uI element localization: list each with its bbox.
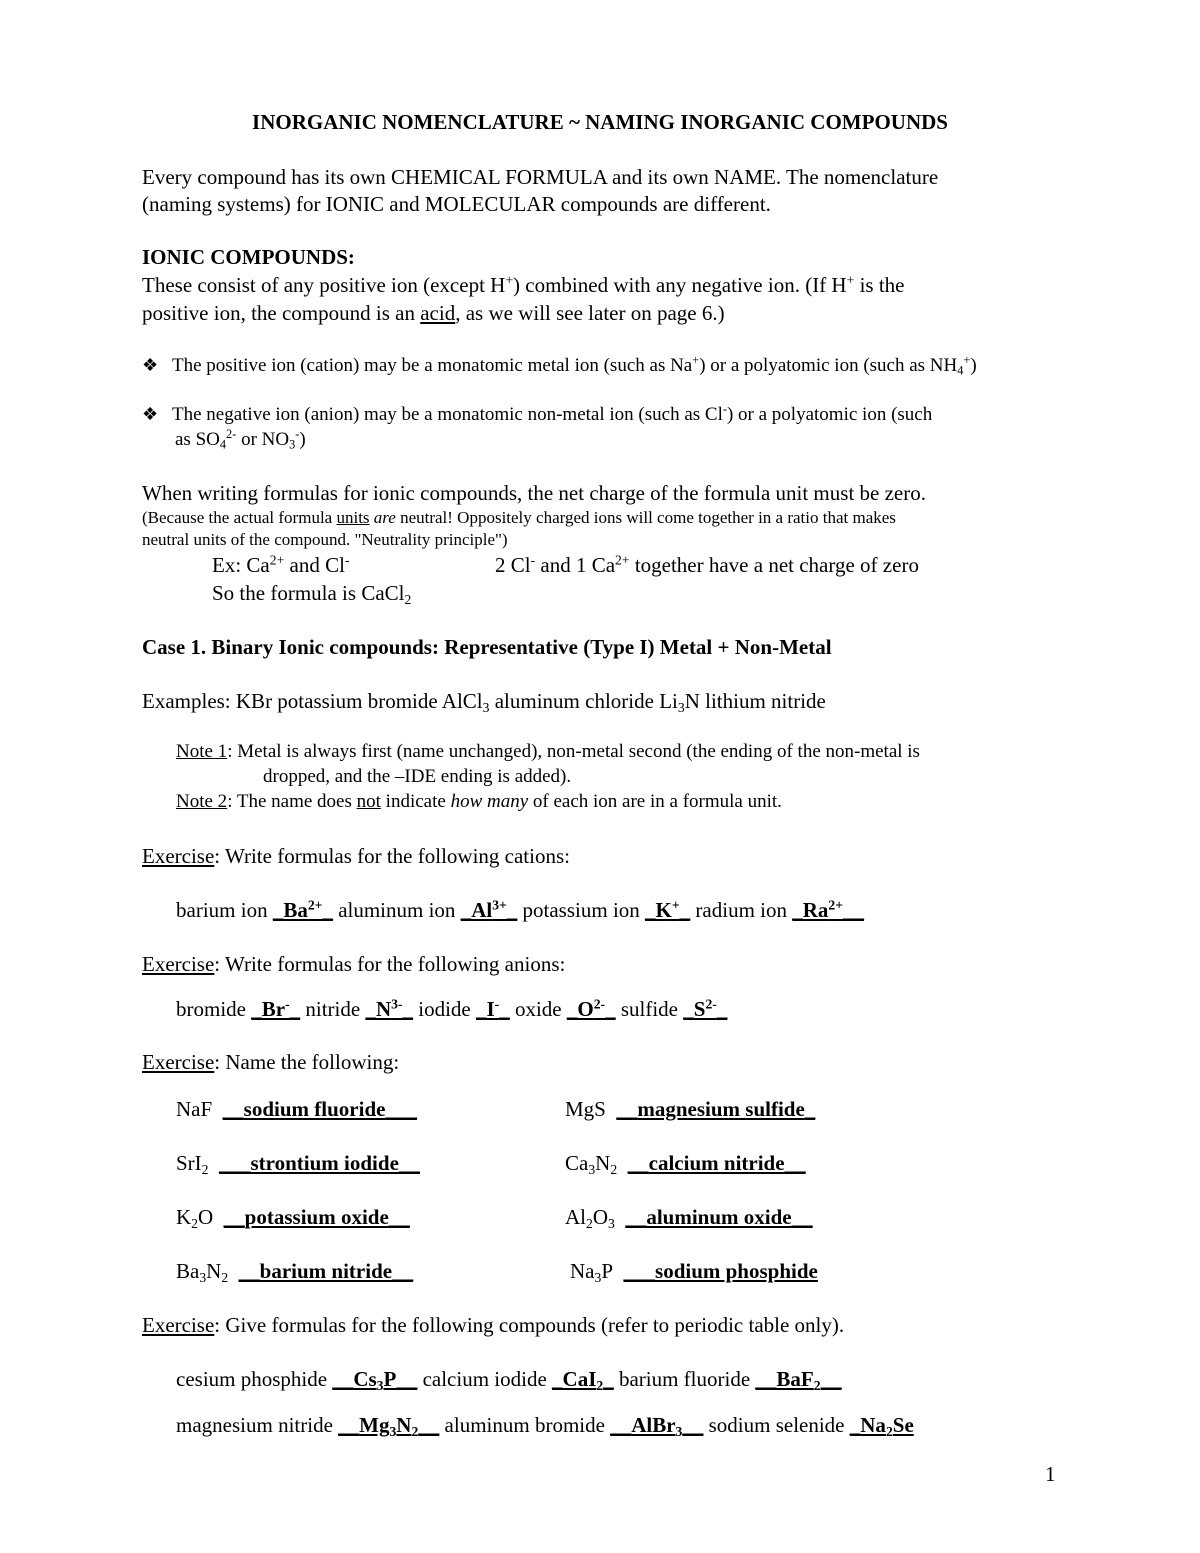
naf-row: NaF __sodium fluoride___ <box>176 1097 417 1121</box>
neutral-note-2: neutral units of the compound. "Neutrality principle") <box>142 530 508 549</box>
exercise-2-answers: bromide _Br-_ nitride $\_N^{3-}\_$ iodide _I-_ oxide $\_O^{2-}\_$ sulfide $\_S^{2-}\_$ <box>176 996 728 1021</box>
bullet-cation: ❖ The positive ion (cation) may be a monatomic metal ion (such as Na+) or a polyatomic ion (such as $NH_4^+$) <box>142 353 977 378</box>
ionic-line-1: These consist of any positive ion (except H+) combined with any negative ion. (If H+ is the <box>142 272 905 297</box>
bullet-anion: ❖ The negative ion (anion) may be a monatomic non-metal ion (such as Cl-) or a polyatomic ion (such <box>142 402 933 425</box>
example-charge: 2 Cl- and 1 $Ca^{2+}$ together have a net charge of zero <box>495 552 919 577</box>
intro-line-2: (naming systems) for IONIC and MOLECULAR compounds are different. <box>142 192 771 216</box>
page-number: 1 <box>1045 1462 1056 1486</box>
exercise-4-row-2: magnesium nitride $\_\_Mg_3N_2\_\_$ aluminum bromide __AlBr$_3$__ sodium selenide $\_Na_2Se$ <box>176 1413 914 1440</box>
example-formula: So the formula is CaCl$_2$ <box>212 581 412 608</box>
sri-row: SrI$_2$ ___strontium iodide__ <box>176 1151 420 1178</box>
case1-examples: Examples: KBr potassium bromide AlCl$_3$ aluminum chloride $Li_3N$ lithium nitride <box>142 689 826 716</box>
ban-row: $Ba_3N_2$ __barium nitride__ <box>176 1259 414 1286</box>
note-1-cont: dropped, and the –IDE ending is added). <box>263 766 572 787</box>
diamond-bullet-icon: ❖ <box>142 404 159 424</box>
ko-row: $K_2O$ __potassium oxide__ <box>176 1205 410 1232</box>
case1-heading: Case 1. Binary Ionic compounds: Representative (Type I) Metal + Non-Metal <box>142 635 832 659</box>
exercise-4-row-1: cesium phosphide $\_\_Cs_3P\_\_$ calcium iodide _CaI$_2$_ barium fluoride __BaF$_2$__ <box>176 1367 842 1394</box>
can-row: $Ca_3N_2$ __calcium nitride__ <box>565 1151 806 1178</box>
exercise-2-prompt: Exercise: Write formulas for the following anions: <box>142 952 566 976</box>
mgs-row: MgS __magnesium sulfide_ <box>565 1097 816 1121</box>
alo-row: $Al_2O_3$ __aluminum oxide__ <box>565 1205 813 1232</box>
note-1: Note 1: Metal is always first (name unchanged), non-metal second (the ending of the non-metal is <box>176 741 920 762</box>
ionic-line-2: positive ion, the compound is an acid, as we will see later on page 6.) <box>142 301 725 325</box>
exercise-4-prompt: Exercise: Give formulas for the following compounds (refer to periodic table only). <box>142 1313 845 1337</box>
neutral-line: When writing formulas for ionic compounds, the net charge of the formula unit must be zero. <box>142 481 926 505</box>
diamond-bullet-icon: ❖ <box>142 355 159 375</box>
page-title: INORGANIC NOMENCLATURE ~ NAMING INORGANIC COMPOUNDS <box>252 110 948 134</box>
exercise-1-answers: barium ion $\_Ba^{2+}\_$ aluminum ion $\_Al^{3+}\_$ potassium ion _K+_ radium ion $\_Ra^{2+}\_\_$ <box>176 897 865 922</box>
note-2: Note 2: The name does not indicate how many of each ion are in a formula unit. <box>176 791 782 812</box>
exercise-3-prompt: Exercise: Name the following: <box>142 1050 400 1074</box>
bullet-anion-cont: as $SO_4^{2-}$ or $NO_3^-$) <box>175 427 306 452</box>
intro-line-1: Every compound has its own CHEMICAL FORMULA and its own NAME. The nomenclature <box>142 165 939 189</box>
nap-row: $Na_3P$ ___sodium phosphide <box>570 1259 818 1286</box>
example-ca-cl: Ex: $Ca^{2+}$ and Cl- <box>212 552 350 577</box>
ionic-heading: IONIC COMPOUNDS: <box>142 245 355 269</box>
exercise-1-prompt: Exercise: Write formulas for the following cations: <box>142 844 570 868</box>
neutral-note-1: (Because the actual formula units are neutral! Oppositely charged ions will come together in a ratio that makes <box>142 508 896 527</box>
